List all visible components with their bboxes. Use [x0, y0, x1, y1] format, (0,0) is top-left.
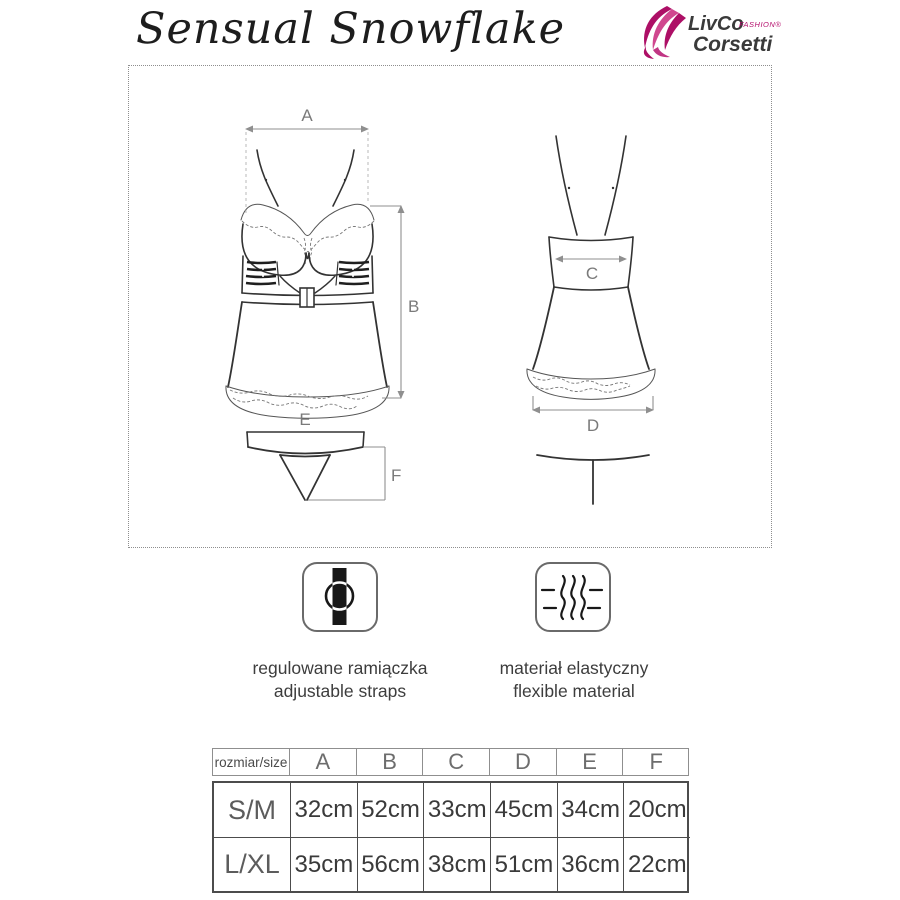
measure-label-a: A	[301, 106, 313, 125]
sm-value-f: 20cm	[623, 783, 690, 837]
front-view-drawing	[226, 150, 389, 418]
column-header-f: F	[622, 749, 689, 775]
measure-label-b: B	[408, 297, 420, 316]
logo-text-livco: LivCo	[688, 13, 744, 35]
adjustable-straps-icon	[302, 562, 378, 632]
measurement-arrow-c	[556, 259, 626, 283]
measure-label-c: C	[585, 264, 599, 283]
adjustable-straps-label	[205, 657, 475, 703]
measure-label-e: E	[299, 410, 311, 429]
row-size-lxl: L/XL	[214, 837, 290, 891]
size-table	[212, 748, 689, 893]
size-table-header-row	[212, 748, 689, 776]
measurement-arrow-b	[370, 206, 419, 398]
column-header-e: E	[556, 749, 623, 775]
straps-label-pl: regulowane ramiączka	[252, 658, 428, 678]
measure-label-d: D	[586, 416, 600, 435]
column-header-b: B	[356, 749, 423, 775]
material-label-en: flexible material	[513, 681, 635, 701]
logo-text-corsetti: Corsetti	[693, 33, 773, 56]
row-size-sm: S/M	[227, 794, 276, 825]
logo-text-fashion: FASHION®	[739, 20, 782, 29]
measurement-diagram-box	[128, 65, 772, 548]
material-label-pl: materiał elastyczny	[499, 658, 649, 678]
lxl-value-b: 56cm	[357, 837, 424, 891]
sm-value-b: 52cm	[357, 783, 424, 837]
sm-value-a: 32cm	[290, 783, 357, 837]
measurement-arrow-a	[246, 106, 368, 216]
lxl-value-e: 36cm	[557, 837, 624, 891]
flexible-material-label	[439, 657, 709, 703]
thong-front-drawing	[247, 410, 401, 500]
size-table-body	[212, 781, 689, 893]
livco-swirl-icon	[636, 3, 786, 61]
lxl-value-f: 22cm	[623, 837, 690, 891]
measure-label-f: F	[391, 466, 402, 485]
column-header-c: C	[422, 749, 489, 775]
page-title: Sensual Snowflake	[136, 4, 566, 54]
column-header-a: A	[289, 749, 356, 775]
sm-value-c: 33cm	[423, 783, 490, 837]
brand-logo	[636, 3, 786, 61]
size-table-corner: rozmiar/size	[214, 754, 288, 770]
sm-value-d: 45cm	[490, 783, 557, 837]
back-view-drawing	[527, 136, 655, 504]
thong-back-drawing	[537, 455, 649, 504]
flexible-material-icon	[535, 562, 611, 632]
lxl-value-a: 35cm	[290, 837, 357, 891]
lxl-value-d: 51cm	[490, 837, 557, 891]
measurement-arrow-d	[533, 396, 653, 435]
lxl-value-c: 38cm	[423, 837, 490, 891]
sm-value-e: 34cm	[557, 783, 624, 837]
garment-measurement-diagram	[129, 66, 770, 546]
column-header-d: D	[489, 749, 556, 775]
straps-label-en: adjustable straps	[273, 681, 407, 701]
